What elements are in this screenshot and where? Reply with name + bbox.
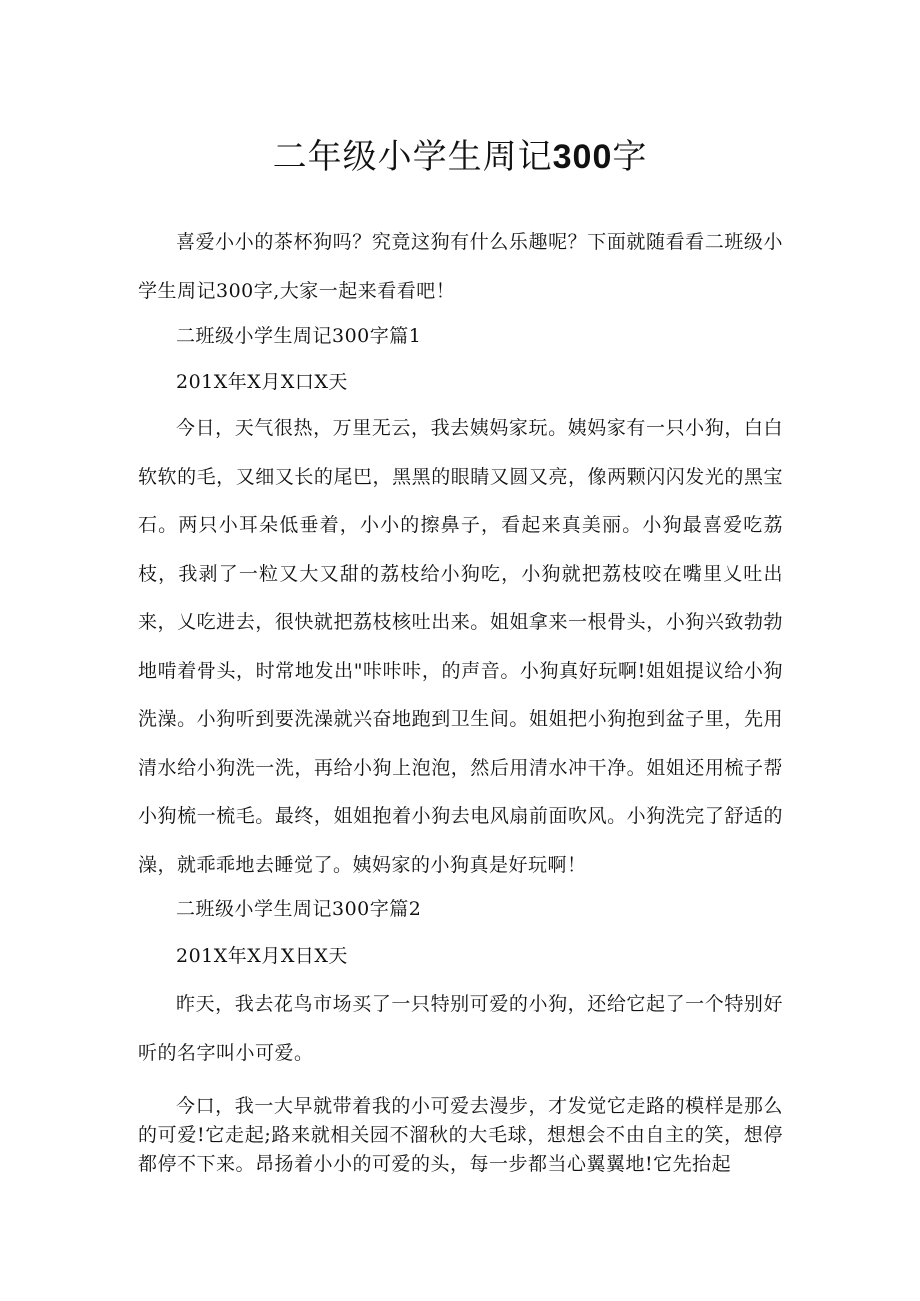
date-line-2: 201X年X月X日X天 bbox=[176, 945, 348, 967]
body-paragraph-2: 昨天，我去花鸟市场买了一只特别可爱的小狗，还给它起了一个特别好听的名字叫小可爱。 bbox=[138, 993, 783, 1064]
intro-paragraph: 喜爱小小的茶杯狗吗？究竟这狗有什么乐趣呢？下面就随看看二班级小学生周记300字,大家一起来看看吧！ bbox=[138, 231, 783, 302]
title-number: 300 bbox=[552, 138, 613, 176]
section-heading-2: 二班级小学生周记300字篇2 bbox=[176, 898, 422, 920]
section-heading-1: 二班级小学生周记300字篇1 bbox=[176, 325, 422, 347]
date-line-1: 201X年X月X口X天 bbox=[176, 371, 348, 393]
body-paragraph-3: 今口，我一大早就带着我的小可爱去漫步，才发觉它走路的模样是那么的可爱!它走起;路来就相关园不溜秋的大毛球，想想会不由自主的笑，想停都停不下来。昂扬着小小的可爱的头，每一步都当心翼翼地!它先抬起 bbox=[138, 1095, 783, 1175]
page-title: 二年级小学生周记300字 bbox=[272, 137, 648, 177]
body-paragraph-1: 今日，天气很热，万里无云，我去姨妈家玩。姨妈家有一只小狗，白白软软的毛，又细又长的尾巴，黑黑的眼睛又圆又亮，像两颗闪闪发光的黑宝石。两只小耳朵低垂着，小小的擦鼻子，看起来真美丽。小狗最喜爱吃荔枝，我剥了一粒又大又甜的荔枝给小狗吃，小狗就把荔枝咬在嘴里乂吐出来，乂吃进去，很快就把荔枝核吐出来。姐姐拿来一根骨头，小狗兴致勃勃地啃着骨头，时常地发出"咔咔咔，的声音。小狗真好玩啊!姐姐提议给小狗洗澡。小狗听到要洗澡就兴奋地跑到卫生间。姐姐把小狗抱到盆子里，先用清水给小狗洗一洗，再给小狗上泡泡，然后用清水冲干净。姐姐还用梳子帮小狗梳一梳毛。最终，姐姐抱着小狗去电风扇前面吹风。小狗洗完了舒适的澡，就乖乖地去睡觉了。姨妈家的小狗真是好玩啊！ bbox=[138, 417, 783, 876]
